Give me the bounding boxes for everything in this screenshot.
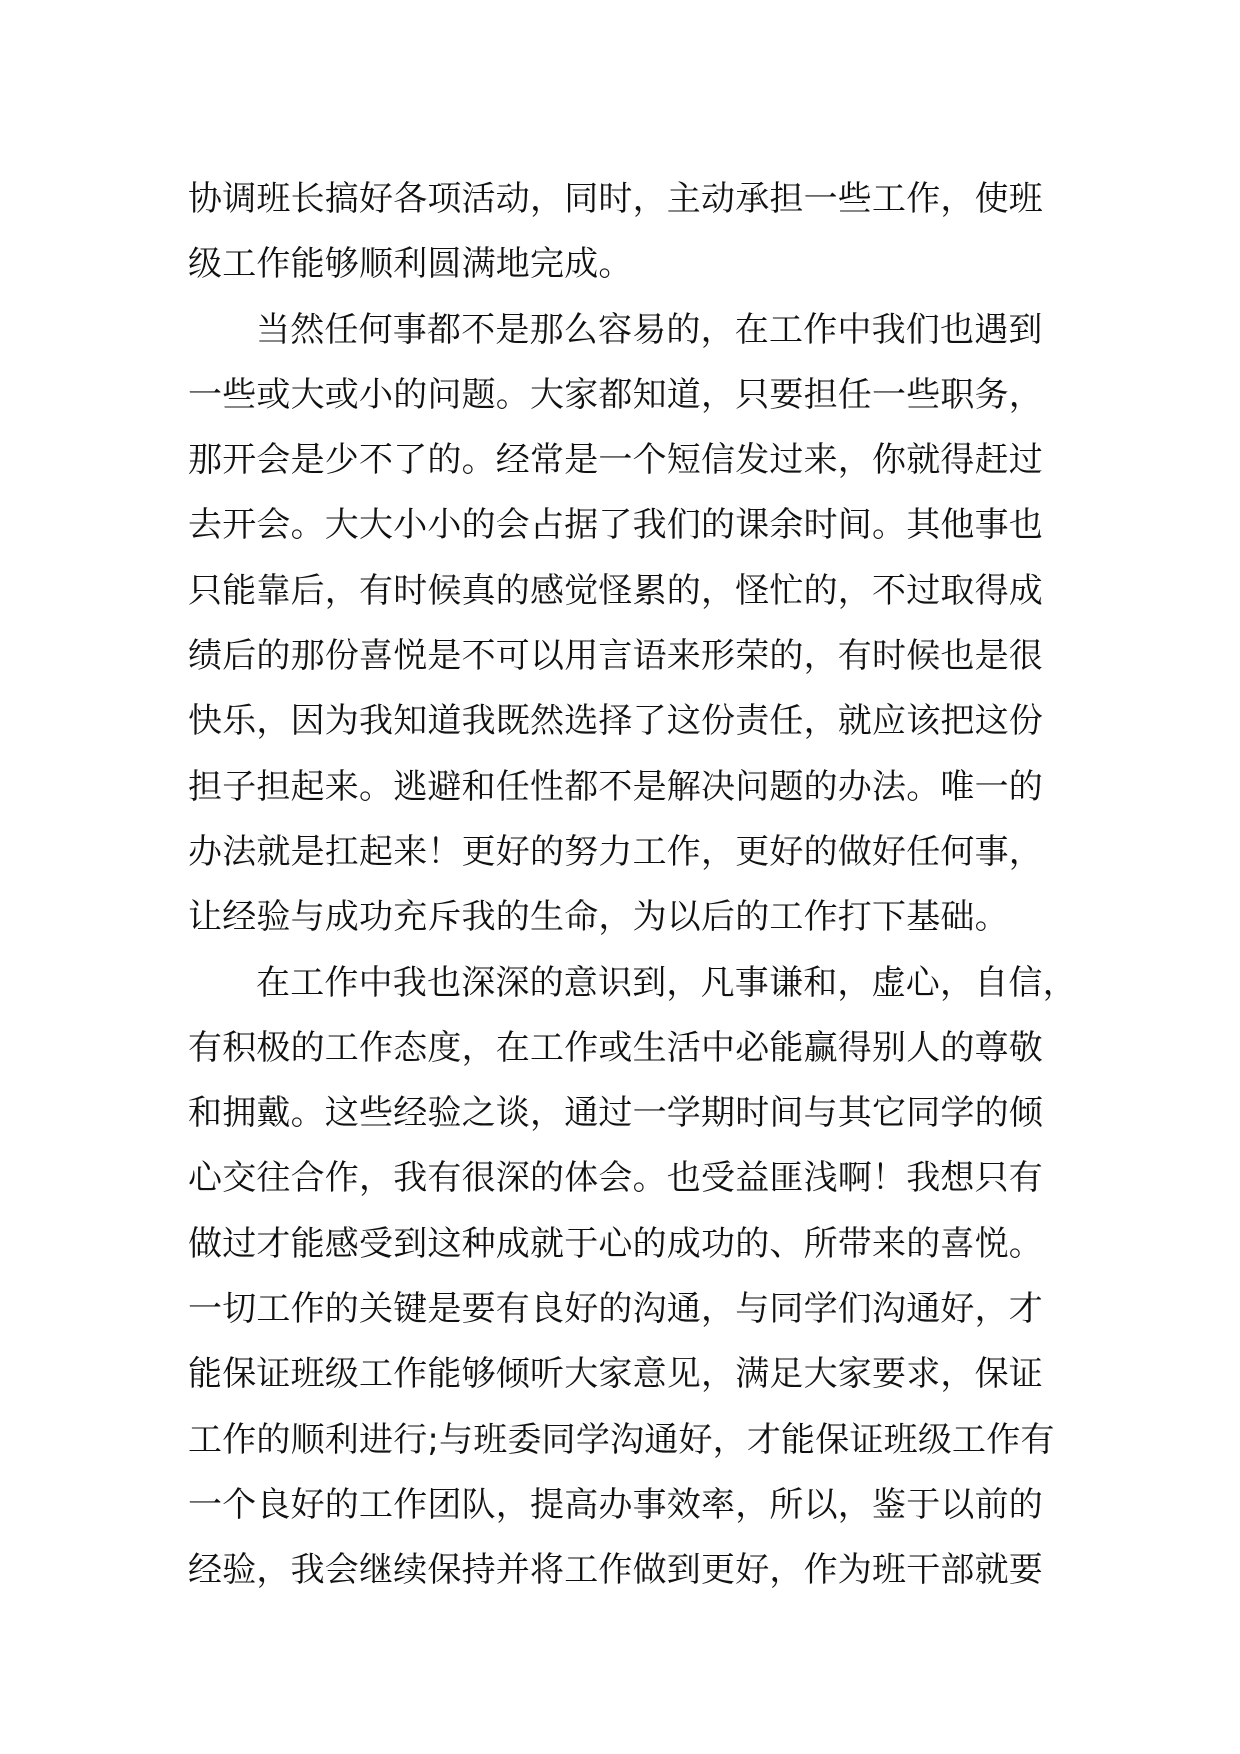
- text-line: 那开会是少不了的。经常是一个短信发过来，你就得赶过: [188, 440, 1043, 481]
- text-line: 快乐，因为我知道我既然选择了这份责任，就应该把这份: [188, 701, 1043, 742]
- paragraph-start-line: 当然任何事都不是那么容易的，在工作中我们也遇到: [256, 309, 1043, 350]
- text-line: 办法就是扛起来！更好的努力工作，更好的做好任何事，: [188, 831, 1043, 872]
- text-line: 工作的顺利进行;与班委同学沟通好，才能保证班级工作有: [188, 1419, 1055, 1460]
- text-line: 担子担起来。逃避和任性都不是解决问题的办法。唯一的: [188, 766, 1043, 807]
- text-line: 经验，我会继续保持并将工作做到更好，作为班干部就要: [188, 1550, 1043, 1591]
- text-line: 做过才能感受到这种成就于心的成功的、所带来的喜悦。: [188, 1223, 1043, 1264]
- text-line: 级工作能够顺利圆满地完成。: [188, 244, 633, 285]
- text-line: 绩后的那份喜悦是不可以用言语来形荣的，有时候也是很: [188, 636, 1043, 677]
- text-line: 能保证班级工作能够倾听大家意见，满足大家要求，保证: [188, 1354, 1043, 1395]
- text-line: 一个良好的工作团队，提高办事效率，所以，鉴于以前的: [188, 1484, 1043, 1525]
- text-line: 协调班长搞好各项活动，同时，主动承担一些工作，使班: [188, 179, 1043, 219]
- text-line: 一切工作的关键是要有良好的沟通，与同学们沟通好，才: [188, 1289, 1043, 1330]
- text-line: 和拥戴。这些经验之谈，通过一学期时间与其它同学的倾: [188, 1093, 1043, 1134]
- text-line: 让经验与成功充斥我的生命，为以后的工作打下基础。: [188, 897, 1009, 938]
- document-body: [188, 167, 1088, 1604]
- text-line: 去开会。大大小小的会占据了我们的课余时间。其他事也: [188, 505, 1043, 546]
- text-line: 有积极的工作态度，在工作或生活中必能赢得别人的尊敬: [188, 1027, 1043, 1068]
- text-line: 一些或大或小的问题。大家都知道，只要担任一些职务，: [188, 374, 1043, 415]
- paragraph-start-line: 在工作中我也深深的意识到，凡事谦和，虚心，自信，: [256, 962, 1077, 1003]
- text-line: 只能靠后，有时候真的感觉怪累的，怪忙的，不过取得成: [188, 570, 1043, 611]
- text-line: 心交往合作，我有很深的体会。也受益匪浅啊！我想只有: [188, 1158, 1043, 1199]
